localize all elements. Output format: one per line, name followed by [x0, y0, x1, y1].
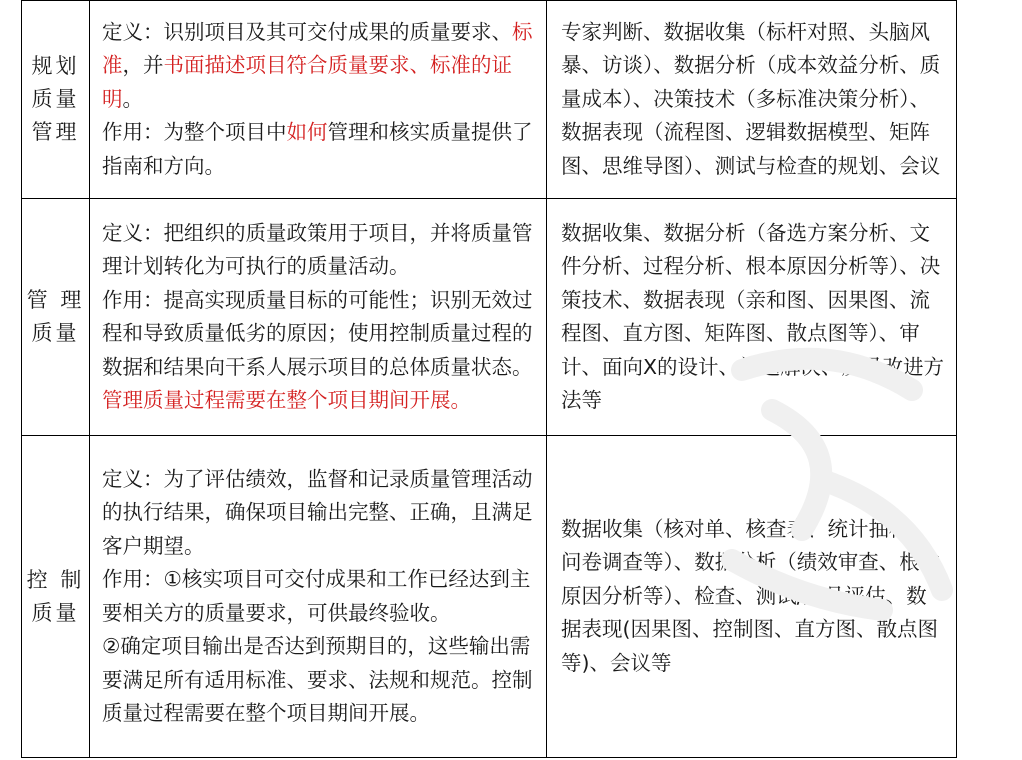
- process-name-line: 控 制: [26, 567, 85, 592]
- function-text: 作用：提高实现质量目标的可能性；识别无效过程和导致质量低劣的原因；使用控制质量过程的数据和结果向干系人展示项目的总体质量状态。: [102, 287, 533, 379]
- tools-text: 数据收集（核对单、核查表、统计抽样、问卷调查等）、数据分析（绩效审查、根本原因分析等）、检查、测试/产品评估、数据表现(因果图、控制图、直方图、散点图等)、会议等: [561, 516, 941, 675]
- process-name-control-quality: [22, 436, 90, 758]
- tools-cell: [547, 1, 957, 199]
- table-row: [22, 199, 957, 436]
- process-name-plan-quality: [22, 1, 90, 199]
- function-text: 作用：①核实项目可交付成果和工作已经达到主要相关方的质量要求，可供最终验收。: [102, 567, 531, 625]
- highlight-text: 管理质量过程需要在整个项目期间开展。: [102, 388, 471, 412]
- description-cell: [90, 199, 547, 436]
- process-name-line: 管 理: [26, 288, 85, 312]
- tools-text: 专家判断、数据收集（标杆对照、头脑风暴、访谈）、数据分析（成本效益分析、质量成本）、决策技术（多标准决策分析）、数据表现（流程图、逻辑数据模型、矩阵图、思维导图）、测试与检查的规划、会议: [561, 19, 941, 178]
- highlight-text: 标准: [102, 19, 533, 78]
- table-row: [22, 1, 957, 199]
- process-name-line: 质量: [31, 87, 80, 111]
- definition-text: 定义：为了评估绩效，监督和记录质量管理活动的执行结果，确保项目输出完整、正确，且满足客户期望。: [102, 466, 533, 558]
- process-name-manage-quality: [22, 199, 90, 436]
- process-name-line: 质量: [31, 321, 80, 345]
- table-row: [22, 436, 957, 758]
- description-cell: [90, 436, 547, 758]
- function-text: 作用：为整个项目中如何管理和核实质量提供了指南和方向。: [102, 120, 533, 178]
- definition-text: 定义：识别项目及其可交付成果的质量要求、标准，并书面描述项目符合质量要求、标准的证明。: [102, 19, 533, 111]
- description-cell: [90, 1, 547, 199]
- definition-text: 定义：把组织的质量政策用于项目，并将质量管理计划转化为可执行的质量活动。: [102, 220, 533, 278]
- tools-cell: [547, 436, 957, 758]
- highlight-text: 如何: [286, 120, 328, 145]
- tools-text: 数据收集、数据分析（备选方案分析、文件分析、过程分析、根本原因分析等）、决策技术、数据表现（亲和图、因果图、流程图、直方图、矩阵图、散点图等）、审计、面向X的设计、问题解决、质量改进方法等: [561, 220, 945, 412]
- function-text: ②确定项目输出是否达到预期目的，这些输出需要满足所有适用标准、要求、法规和规范。控制质量过程需要在整个项目期间开展。: [102, 634, 533, 725]
- highlight-text: 书面描述项目符合质量要求、标准的证明: [102, 53, 512, 111]
- quality-management-table: [21, 0, 957, 758]
- process-name-line: 质量: [31, 600, 80, 625]
- process-name-line: 规划: [31, 54, 80, 78]
- tools-cell: [547, 199, 957, 436]
- process-name-line: 管理: [31, 120, 80, 144]
